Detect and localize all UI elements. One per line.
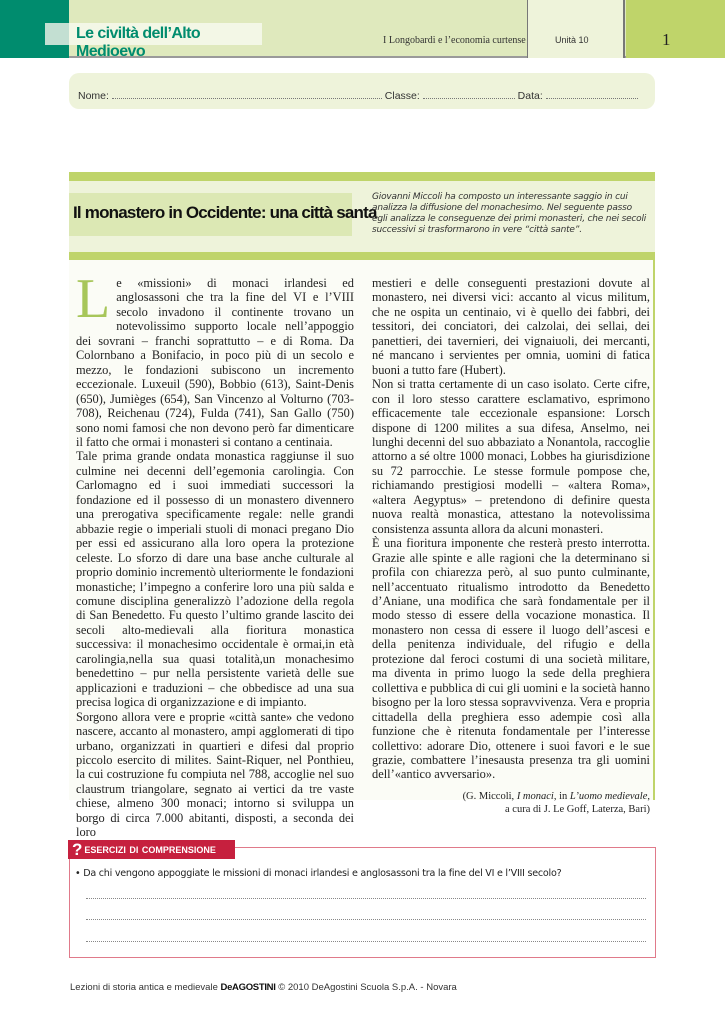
paragraph: Tale prima grande ondata monastica raggiunse il suo culmine nei decenni dell’egemonia carolingia. Con Carlomagno ed i suoi immediati successori la fondazione ed il possesso di un monastero divennero una prerogativa specificamente regale: nelle grandi abbazie regie o imperiali stuoli di monaci pregano Dio per essi ed assicurano alla loro opera la protezione celeste. Lo sforzo di dare una base anche culturale al proprio dominio incrementò ulteriormente le fondazioni monastiche; l’impegno a conferire loro una più salda e comune disciplina generalizzò l’adozione della regola di San Benedetto. Fu questo l’ultimo grande lascito dei secoli alto-medievali alla fioritura monastica successiva: il monachesimo occidentale è ormai,in età carolingia,nella sua quasi totalità,un monachesimo benedettino – pur nella persistente varietà delle sue applicazioni e traduzioni – che obbedisce ad una sua precisa logica di organizzazione e di impianto. (76, 449, 354, 710)
student-info-box (69, 73, 655, 109)
date-field[interactable] (546, 91, 638, 99)
unit-label: Unità 10 (555, 35, 589, 45)
exercise-title: esercizi di comprensione (84, 842, 216, 856)
article-column-left (76, 268, 354, 840)
paragraph: Sorgono allora vere e proprie «città sante» che vedono nascere, accanto al monastero, ampi agglomerati di tipo urbano, organizzati in quartieri e difesi dal proprio piccolo esercito di milites. Saint-Riquer, nel Ponthieu, la cui costruzione fu compiuta nel 788, accoglie nel suo claustrum triangolare, segnato ai vertici da tre vaste chiese, almeno 300 monaci; intorno si sviluppa un borgo di circa 7.000 abitanti, disposti, a seconda dei loro (76, 709, 354, 840)
page-number-box (626, 0, 725, 58)
paragraph: Non si tratta certamente di un caso isolato. Certe cifre, con il loro stesso carattere esclamativo, esprimono efficacemente tale eccezionale espansione: Lorsch dispone di 1200 milites a sua difesa, Anselmo, nei lunghi decenni del suo abbaziato a Nonantola, raccoglie attorno a sé oltre 1000 monaci, Lobbes ha giurisdizione su 72 parrocchie. Le stesse formule pompose che, richiamando prestigiosi modelli – «altera Roma», «altera Aegyptus» – pretendono di definire questa nuova realtà monastica, attestano la notevolissima consistenza assunta allora da alcuni monasteri. (372, 377, 650, 536)
date-label: Data: (517, 90, 543, 102)
page-number: 1 (662, 30, 671, 49)
article-column-right (372, 276, 650, 816)
page-header (0, 0, 725, 58)
question-mark-icon: ? (72, 840, 83, 859)
exercise-header (68, 840, 235, 859)
answer-line[interactable] (86, 941, 646, 942)
answer-line[interactable] (86, 898, 646, 899)
drop-cap: L (76, 268, 111, 330)
name-label: Nome: (78, 90, 109, 102)
paragraph: mestieri e delle conseguenti prestazioni dovute al monastero, nei diversi vici: accanto al vicus militum, che ne ospita un centinaio, vi è quello dei fabbri, dei tessitori, dei conciatori, dei calzolai, dei sellai, dei panettieri, dei tavernieri, dei vignaiuoli, dei mercanti, né mancano i servientes per omnia, uomini di fatica buoni a tutto fare (Hubert). (372, 276, 650, 377)
class-label: Classe: (384, 90, 420, 102)
class-field[interactable] (423, 91, 515, 99)
section-intro: Giovanni Miccoli ha composto un interessante saggio in cui analizza la diffusione del monachesimo. Nel seguente passo egli analizza le conseguenze dei primi monasteri, che nei secoli successivi si trasformarono in vere “città sante”. (372, 192, 647, 235)
paragraph: Le «missioni» di monaci irlandesi ed anglosassoni che tra la fine del VI e l’VIII secolo invadono il continente trovano un notevolissimo supporto locale nell’appoggio dei sovrani – franchi soprattutto – e di Roma. Da Colornbano a Bonifacio, in poco più di un secolo e mezzo, le fondazioni subiscono un incremento eccezionale. Luxeuil (590), Bobbio (613), Saint-Denis (650), Jumièges (654), San Vincenzo al Volturno (703-708), Reichenau (724), Fulda (741), San Gallo (750) sono nomi famosi che non devono però far dimenticare il fatto che ormai i monasteri si contano a centinaia. (76, 268, 354, 449)
chapter-title: I Longobardi e l’economia curtense (383, 35, 526, 46)
answer-line[interactable] (86, 919, 646, 920)
section-title: Il monastero in Occidente: una città santa (69, 193, 352, 236)
paragraph: È una fioritura imponente che resterà presto interrotta. Grazie alle spinte e alle ragioni che la determinano si profila con chiarezza però, al suo punto culminante, nell’accentuato ritualismo introdotto da Benedetto d’Aniane, una modifica che sarà fondamentale per il modo stesso di essere della vocazione monastica. Il monastero non cessa di essere il luogo dell’ascesi e della penitenza individuale, del rifugio e della protezione dal feroci costumi di una società militare, ma diventa in primo luogo la sede della preghiera collettiva e pubblica di cui gli uomini e la società hanno bisogno per la loro stessa sopravvivenza. Vera e propria cittadella della preghiera esso adempie così alla funzione che è ritenuta fondamentale per l’interesse collettivo: adorare Dio, ottenere i suoi favori e le sue grazie, combattere l’inesausta presenza tra gli uomini dell’«antico avversario». (372, 536, 650, 782)
divider (69, 172, 655, 181)
name-field[interactable] (112, 91, 382, 99)
unit-box (527, 0, 625, 58)
title-accent (45, 23, 69, 45)
citation: (G. Miccoli, I monaci, in L’uomo medievale, a cura di J. Le Goff, Laterza, Bari) (462, 790, 650, 815)
exercise-question: • Da chi vengono appoggiate le missioni di monaci irlandesi e anglosassoni tra la fine del VI e l’VIII secolo? (75, 868, 562, 879)
footer: Lezioni di storia antica e medievale DeAGOSTINI © 2010 DeAgostini Scuola S.p.A. - Novara (70, 982, 457, 993)
publisher-logo: DeAGOSTINI (220, 982, 276, 993)
book-title: Le civiltà dell’Alto Medioevo (69, 23, 262, 45)
divider (69, 252, 655, 260)
